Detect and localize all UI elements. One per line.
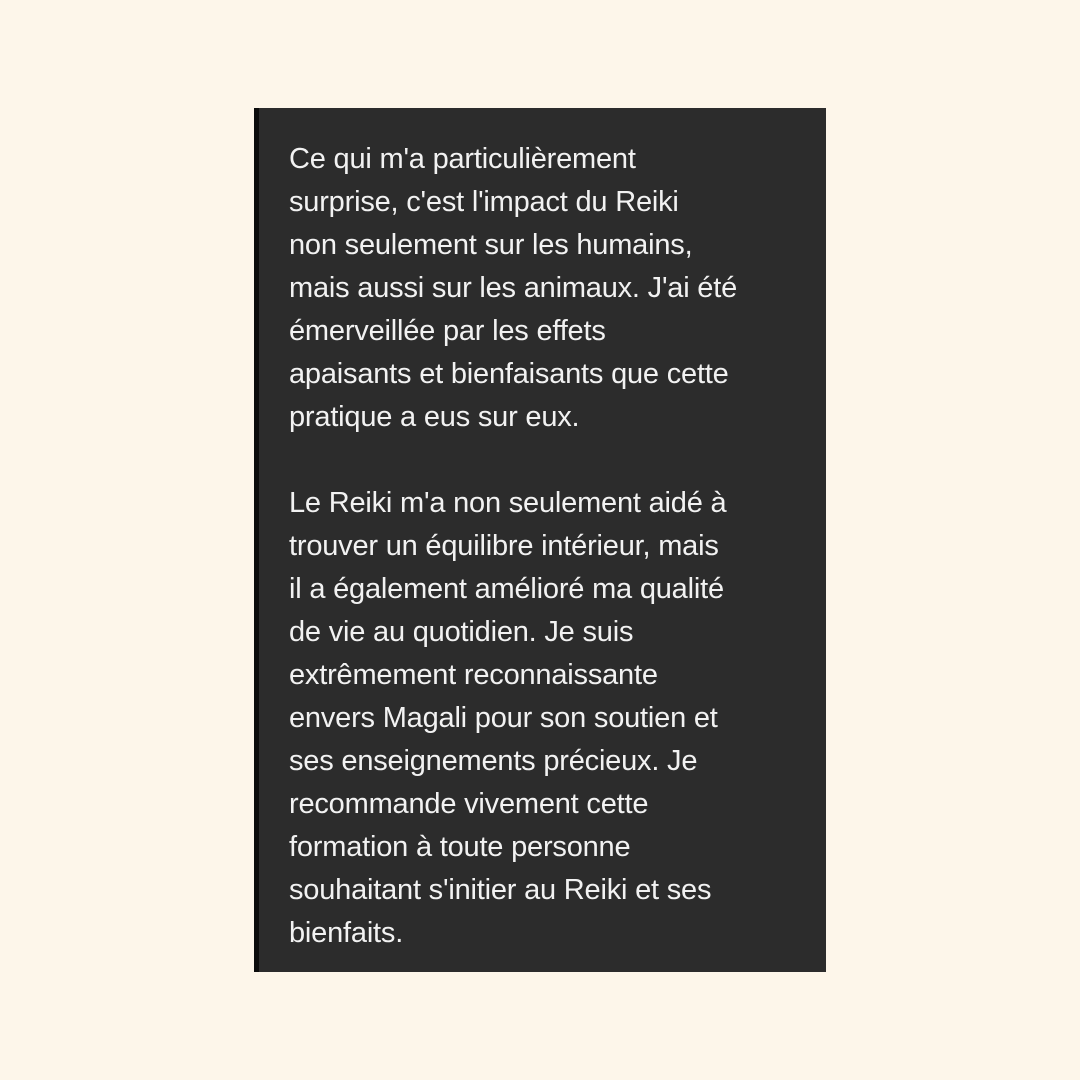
message-card: [254, 108, 826, 972]
message-paragraph-2: Le Reiki m'a non seulement aidé à trouver un équilibre intérieur, mais il a également amélioré ma qualité de vie au quotidien. Je suis extrêmement reconnaissante envers Magali pour son soutien et ses enseignements précieux. Je recommande vivement cette formation à toute personne souhaitant s'initier au Reiki et ses bienfaits.: [289, 487, 727, 949]
message-text: [289, 138, 819, 955]
message-paragraph-1: Ce qui m'a particulièrement surprise, c'est l'impact du Reiki non seulement sur les humains, mais aussi sur les animaux. J'ai été émerveillée par les effets apaisants et bienfaisants que cette pratique a eus sur eux.: [289, 143, 738, 433]
